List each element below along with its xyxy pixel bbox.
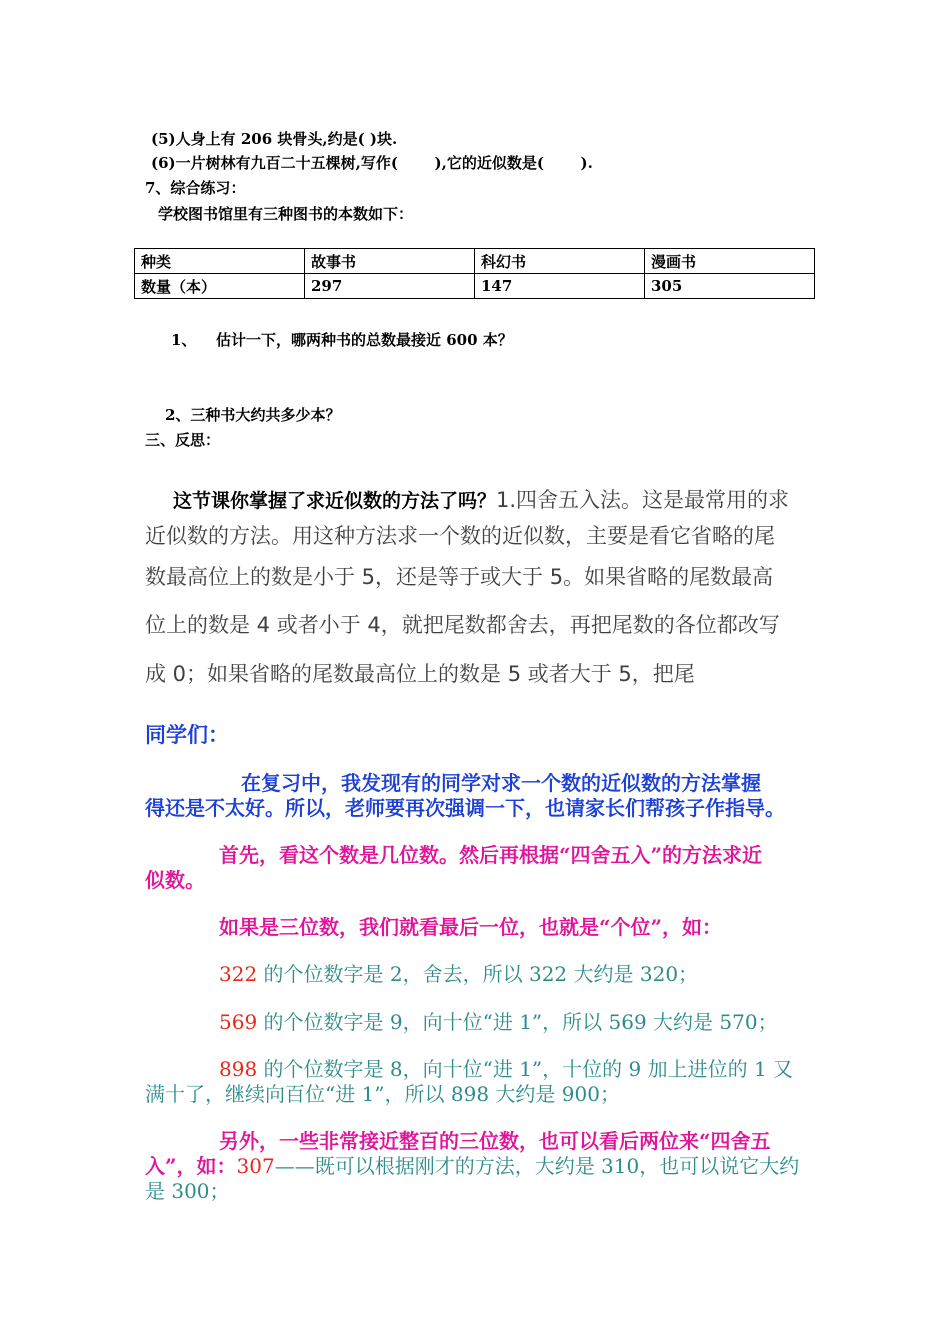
example-898-line-2: 满十了，继续向百位“进 1”，所以 898 大约是 900； xyxy=(145,1082,620,1106)
letter-para-4-line-2 xyxy=(145,1150,799,1179)
reflection-line-2: 近似数的方法。用这种方法求一个数的近似数，主要是看它省略的尾 xyxy=(145,524,775,548)
letter-para-4-line-3: 是 300； xyxy=(145,1179,230,1203)
example-number: 569 xyxy=(219,1010,258,1034)
question-1-number: 1、 xyxy=(171,331,197,349)
table-cell: 数量（本） xyxy=(135,274,305,299)
table-cell: 漫画书 xyxy=(645,249,815,274)
letter-greeting: 同学们： xyxy=(145,722,229,747)
table-cell: 297 xyxy=(305,274,475,299)
letter-para-2-line-2: 似数。 xyxy=(145,868,205,892)
reflection-text: 1.四舍五入法。这是最常用的求 xyxy=(496,488,790,512)
letter-para-1-line-1: 在复习中，我发现有的同学对求一个数的近似数的方法掌握 xyxy=(241,771,761,795)
question-5: (5)人身上有 206 块骨头,约是( )块. xyxy=(151,130,398,148)
letter-para-2-line-1: 首先，看这个数是几位数。然后再根据“四舍五入”的方法求近 xyxy=(219,843,763,867)
table-header-row xyxy=(135,249,815,274)
letter-para-4-line-1: 另外，一些非常接近整百的三位数，也可以看后两位来“四舍五 xyxy=(219,1129,771,1153)
example-number: 898 xyxy=(219,1057,258,1081)
section-3-heading: 三、反思： xyxy=(145,431,221,449)
example-569 xyxy=(219,1006,778,1035)
table-cell: 故事书 xyxy=(305,249,475,274)
example-322 xyxy=(219,958,698,987)
letter-para-3: 如果是三位数，我们就看最后一位，也就是“个位”，如： xyxy=(219,915,723,939)
letter-para-1-line-2: 得还是不太好。所以，老师要再次强调一下，也请家长们帮孩子作指导。 xyxy=(145,796,785,820)
question-1-text: 估计一下，哪两种书的总数最接近 600 本？ xyxy=(216,331,513,349)
example-number: 322 xyxy=(219,962,258,986)
para-4-lead: 入”，如： xyxy=(145,1154,237,1178)
reflection-line-5: 成 0；如果省略的尾数最高位上的数是 5 或者大于 5，把尾 xyxy=(145,662,695,686)
reflection-line-3: 数最高位上的数是小于 5，还是等于或大于 5。如果省略的尾数最高 xyxy=(145,565,774,589)
table-cell: 305 xyxy=(645,274,815,299)
reflection-lead: 这节课你掌握了求近似数的方法了吗？ xyxy=(173,490,497,512)
example-text: 的个位数字是 2，舍去，所以 322 大约是 320； xyxy=(257,962,699,986)
question-2: 2、三种书大约共多少本？ xyxy=(165,406,341,424)
table-cell: 种类 xyxy=(135,249,305,274)
example-number: 307 xyxy=(236,1154,275,1178)
table-row xyxy=(135,274,815,299)
table-intro: 学校图书馆里有三种图书的本数如下： xyxy=(158,205,414,223)
section-7-heading: 7、综合练习： xyxy=(145,179,246,197)
table-cell: 科幻书 xyxy=(475,249,645,274)
table-cell: 147 xyxy=(475,274,645,299)
example-text: 的个位数字是 9，向十位“进 1”，所以 569 大约是 570； xyxy=(257,1010,778,1034)
question-6: (6)一片树林有九百二十五棵树,写作( ),它的近似数是( ). xyxy=(151,154,593,172)
para-4-text: ——既可以根据刚才的方法，大约是 310，也可以说它大约 xyxy=(274,1154,800,1178)
reflection-line-1 xyxy=(145,484,825,514)
example-text: 的个位数字是 8，向十位“进 1”，十位的 9 加上进位的 1 又 xyxy=(257,1057,794,1081)
reflection-line-4: 位上的数是 4 或者小于 4，就把尾数都舍去，再把尾数的各位都改写 xyxy=(145,613,780,637)
book-count-table xyxy=(134,248,815,299)
